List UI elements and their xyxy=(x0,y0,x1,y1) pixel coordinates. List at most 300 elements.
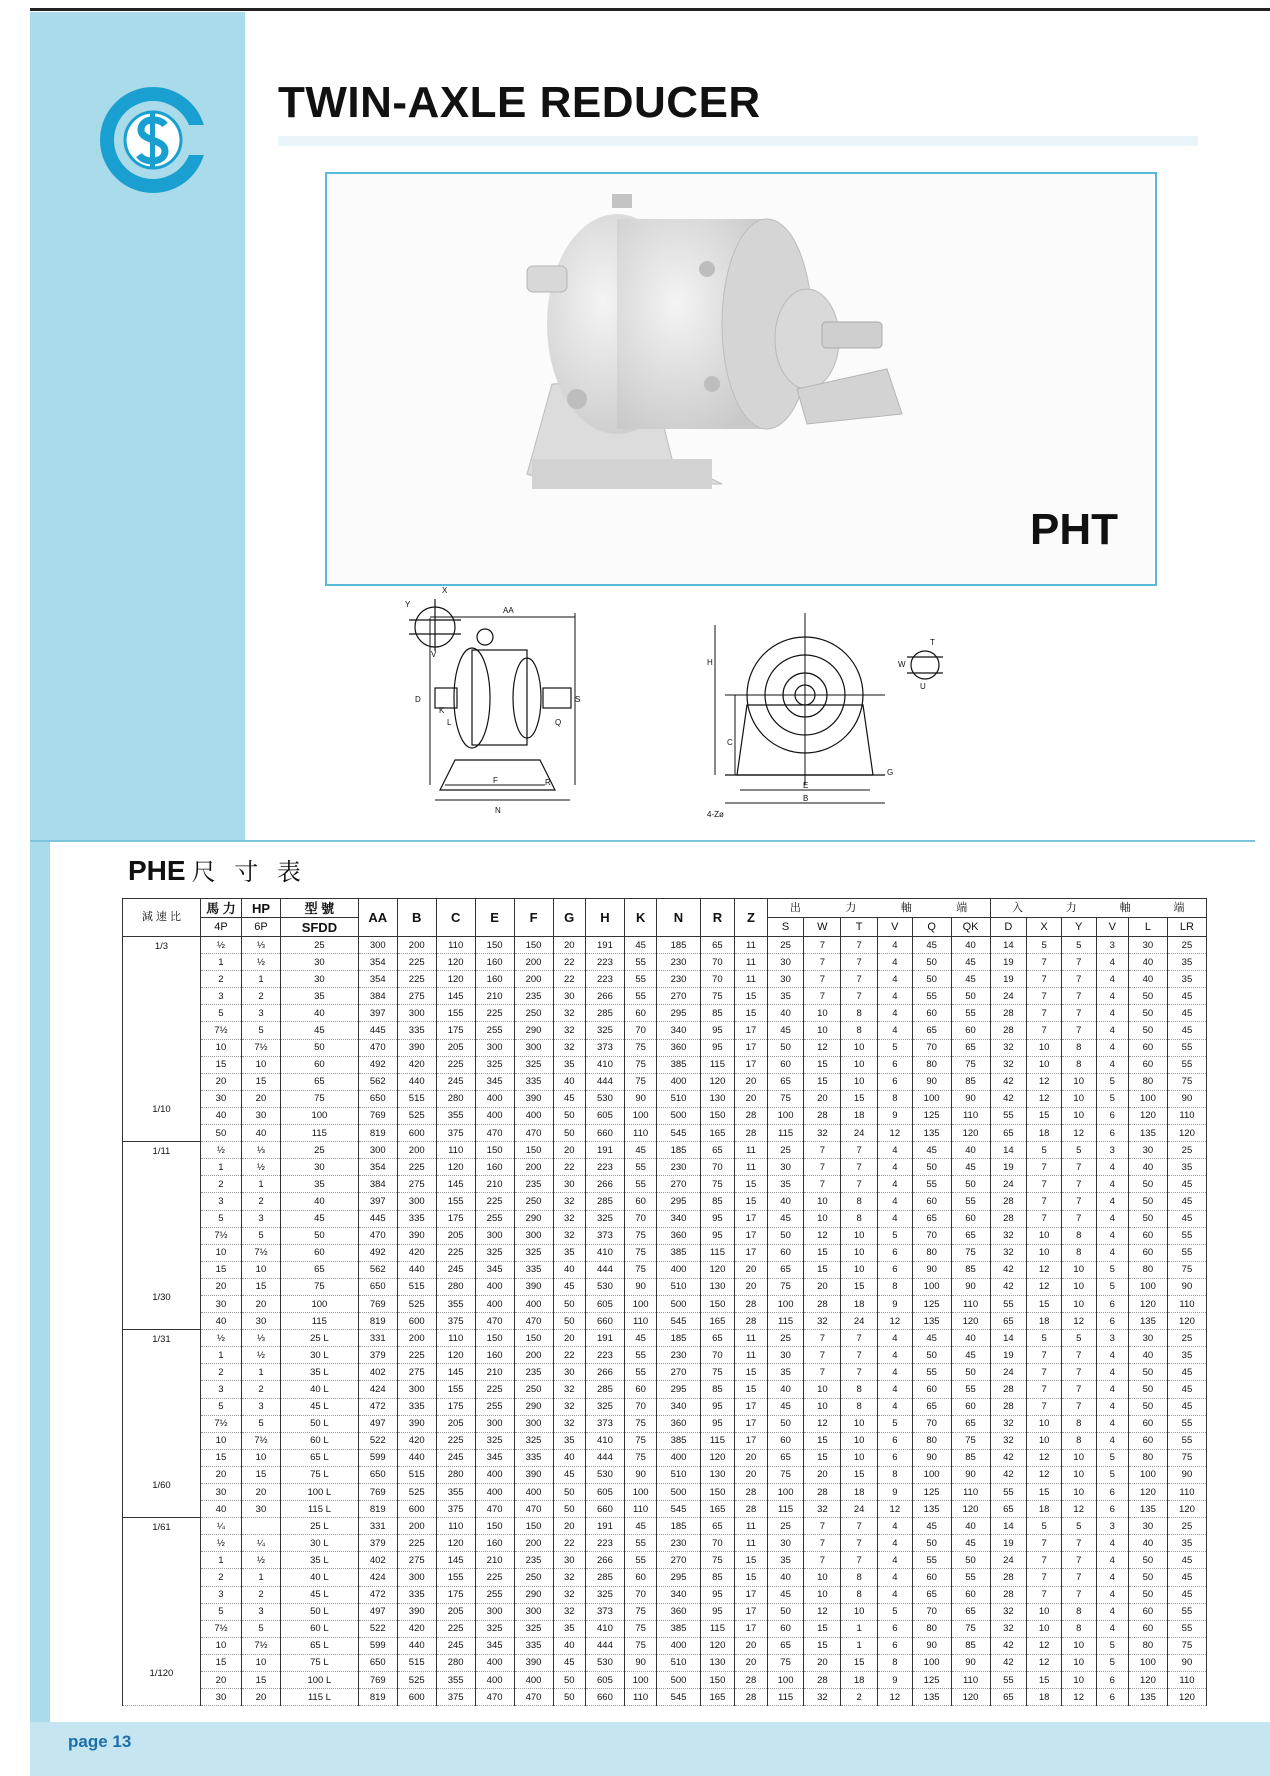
table-cell: 20 xyxy=(553,937,585,954)
table-cell: 255 xyxy=(475,1022,514,1039)
table-cell: 100 L xyxy=(280,1672,358,1689)
table-cell: 225 xyxy=(397,1159,436,1176)
table-row xyxy=(123,1484,1207,1501)
table-cell: 4 xyxy=(1096,1159,1128,1176)
table-cell: 15 xyxy=(1027,1107,1062,1124)
table-cell: 160 xyxy=(475,971,514,988)
table-cell: 7 xyxy=(1027,1005,1062,1022)
table-cell: 12 xyxy=(1027,1654,1062,1671)
table-cell: 225 xyxy=(436,1432,475,1449)
table-cell: 40 xyxy=(767,1569,804,1586)
table-cell: 5 xyxy=(1027,937,1062,954)
table-cell: 55 xyxy=(951,1005,990,1022)
table-cell: 35 xyxy=(767,1176,804,1193)
table-cell: 100 xyxy=(912,1466,951,1483)
table-cell: 15 xyxy=(804,1432,841,1449)
header-4p: 4P xyxy=(200,918,241,937)
table-cell: 55 xyxy=(624,1159,656,1176)
table-cell: 335 xyxy=(514,1637,553,1654)
table-cell: 650 xyxy=(358,1278,397,1295)
table-cell: 95 xyxy=(700,1022,735,1039)
table-cell: 6 xyxy=(878,1244,913,1261)
table-cell: 522 xyxy=(358,1620,397,1637)
table-cell: 7 xyxy=(841,1364,878,1381)
table-cell: 18 xyxy=(1027,1125,1062,1142)
table-cell: 45 xyxy=(624,1518,656,1535)
table-cell: 300 xyxy=(358,1142,397,1159)
table-cell: 110 xyxy=(951,1295,990,1312)
table-cell: 20 xyxy=(735,1466,767,1483)
table-cell: 331 xyxy=(358,1518,397,1535)
table-cell: 70 xyxy=(912,1227,951,1244)
table-cell: 191 xyxy=(585,1142,624,1159)
header-out-char-3: 軸 xyxy=(900,901,912,914)
label-b: B xyxy=(803,794,809,803)
table-cell: 30 xyxy=(767,971,804,988)
table-cell: 20 xyxy=(242,1090,281,1107)
table-cell: 255 xyxy=(475,1586,514,1603)
table-cell: 22 xyxy=(553,1535,585,1552)
table-cell: 10 xyxy=(1027,1056,1062,1073)
table-cell: 8 xyxy=(878,1090,913,1107)
table-cell: 24 xyxy=(841,1125,878,1142)
table-cell: 530 xyxy=(585,1654,624,1671)
table-cell: 60 xyxy=(1128,1432,1167,1449)
table-cell: 90 xyxy=(1167,1654,1206,1671)
header-n: N xyxy=(657,899,700,937)
table-cell: 530 xyxy=(585,1090,624,1107)
section-divider xyxy=(30,840,1255,842)
table-cell: 3 xyxy=(1096,1330,1128,1347)
table-cell: 50 xyxy=(1128,1005,1167,1022)
table-cell: 397 xyxy=(358,1005,397,1022)
table-cell: 230 xyxy=(657,1159,700,1176)
table-cell: 10 xyxy=(1027,1432,1062,1449)
table-cell: 4 xyxy=(1096,1381,1128,1398)
table-cell: 385 xyxy=(657,1620,700,1637)
table-cell: 60 xyxy=(624,1569,656,1586)
table-cell: 379 xyxy=(358,1347,397,1364)
table-cell: 45 xyxy=(1167,1586,1206,1603)
table-cell: 40 xyxy=(1128,1535,1167,1552)
table-cell: 75 L xyxy=(280,1654,358,1671)
table-cell: 130 xyxy=(700,1090,735,1107)
table-cell: 290 xyxy=(514,1022,553,1039)
table-cell: 5 xyxy=(878,1603,913,1620)
table-cell: 6 xyxy=(878,1056,913,1073)
table-cell: 60 xyxy=(624,1193,656,1210)
table-cell: 110 xyxy=(1167,1107,1206,1124)
table-cell: 191 xyxy=(585,1330,624,1347)
label-q: Q xyxy=(555,718,562,727)
table-cell: 470 xyxy=(475,1689,514,1706)
table-row xyxy=(123,1193,1207,1210)
table-cell: 300 xyxy=(397,1381,436,1398)
table-cell: 100 xyxy=(280,1107,358,1124)
table-body xyxy=(123,937,1207,1706)
table-cell: 400 xyxy=(657,1073,700,1090)
table-cell: 60 xyxy=(1128,1244,1167,1261)
table-row xyxy=(123,1415,1207,1432)
table-cell: 5 xyxy=(200,1210,241,1227)
cs-logo-icon xyxy=(95,85,215,195)
header-in-y: Y xyxy=(1061,918,1096,937)
table-cell: 2 xyxy=(841,1689,878,1706)
table-row xyxy=(123,1313,1207,1330)
table-cell: 20 xyxy=(804,1090,841,1107)
table-cell: 115 xyxy=(767,1125,804,1142)
table-cell: ½ xyxy=(242,954,281,971)
table-cell: 223 xyxy=(585,1347,624,1364)
table-cell: 492 xyxy=(358,1244,397,1261)
table-cell: 335 xyxy=(397,1398,436,1415)
table-cell: 819 xyxy=(358,1689,397,1706)
table-cell: 100 xyxy=(1128,1654,1167,1671)
table-row xyxy=(123,1056,1207,1073)
label-v-left: V xyxy=(431,650,437,659)
table-cell: 19 xyxy=(990,1535,1027,1552)
table-cell: 70 xyxy=(624,1398,656,1415)
table-cell: 270 xyxy=(657,1176,700,1193)
table-cell: 7 xyxy=(1027,1398,1062,1415)
table-cell: 42 xyxy=(990,1261,1027,1278)
table-cell: 225 xyxy=(475,1569,514,1586)
table-cell: 4 xyxy=(878,1330,913,1347)
table-cell: 285 xyxy=(585,1381,624,1398)
table-cell: ½ xyxy=(242,1552,281,1569)
table-cell: 7 xyxy=(1027,1193,1062,1210)
table-cell: 470 xyxy=(514,1313,553,1330)
table-cell: 210 xyxy=(475,1552,514,1569)
table-cell: 45 xyxy=(1167,1176,1206,1193)
table-cell: 300 xyxy=(514,1039,553,1056)
table-cell: 115 xyxy=(280,1313,358,1330)
table-cell: 7 xyxy=(1027,1552,1062,1569)
table-cell: 32 xyxy=(990,1227,1027,1244)
table-cell: 150 xyxy=(514,1142,553,1159)
table-cell: 85 xyxy=(951,1449,990,1466)
table-cell: 85 xyxy=(700,1569,735,1586)
table-cell: 15 xyxy=(200,1056,241,1073)
table-cell: 20 xyxy=(242,1295,281,1312)
table-cell: 4 xyxy=(1096,1227,1128,1244)
table-cell: 75 xyxy=(767,1654,804,1671)
table-cell: 55 xyxy=(1167,1056,1206,1073)
table-cell: 210 xyxy=(475,1176,514,1193)
table-cell: 7 xyxy=(1061,1193,1096,1210)
header-g: G xyxy=(553,899,585,937)
table-cell: 245 xyxy=(436,1637,475,1654)
table-cell: 7 xyxy=(804,971,841,988)
table-cell: 354 xyxy=(358,954,397,971)
label-aa: AA xyxy=(503,606,514,615)
table-cell: 145 xyxy=(436,1364,475,1381)
label-n: N xyxy=(495,806,501,815)
table-cell: 65 xyxy=(990,1501,1027,1518)
table-cell: 75 xyxy=(700,1176,735,1193)
table-cell: 4 xyxy=(878,1347,913,1364)
table-cell: 15 xyxy=(841,1654,878,1671)
table-cell: 7 xyxy=(841,937,878,954)
table-cell: 340 xyxy=(657,1586,700,1603)
table-cell: 7 xyxy=(1027,1535,1062,1552)
table-cell: 50 xyxy=(912,1347,951,1364)
table-cell: 11 xyxy=(735,1330,767,1347)
table-cell: 275 xyxy=(397,1364,436,1381)
table-cell: 120 xyxy=(1167,1689,1206,1706)
table-cell: 30 L xyxy=(280,1535,358,1552)
table-cell: 4 xyxy=(878,1552,913,1569)
table-cell: 7 xyxy=(804,1518,841,1535)
table-cell: 40 xyxy=(200,1107,241,1124)
table-cell: 145 xyxy=(436,1176,475,1193)
table-cell: 472 xyxy=(358,1586,397,1603)
table-cell: 10 xyxy=(841,1244,878,1261)
table-cell: 100 xyxy=(767,1295,804,1312)
table-cell: 135 xyxy=(1128,1125,1167,1142)
header-in-v: V xyxy=(1096,918,1128,937)
table-cell: 19 xyxy=(990,1347,1027,1364)
header-c: C xyxy=(436,899,475,937)
table-cell: 50 xyxy=(951,1552,990,1569)
table-cell: 510 xyxy=(657,1466,700,1483)
table-cell: 55 xyxy=(1167,1415,1206,1432)
table-cell: 5 xyxy=(1096,1637,1128,1654)
table-cell: 12 xyxy=(804,1603,841,1620)
table-cell: 12 xyxy=(878,1501,913,1518)
table-cell: 10 xyxy=(242,1654,281,1671)
table-cell: 410 xyxy=(585,1056,624,1073)
label-k: K xyxy=(439,706,445,715)
table-cell: 10 xyxy=(1027,1415,1062,1432)
table-cell: 40 xyxy=(280,1193,358,1210)
table-cell: 70 xyxy=(912,1039,951,1056)
table-cell: 45 xyxy=(767,1586,804,1603)
table-cell: 2 xyxy=(242,1586,281,1603)
table-cell: 100 xyxy=(624,1484,656,1501)
table-cell: 75 xyxy=(1167,1073,1206,1090)
table-cell: 15 xyxy=(841,1466,878,1483)
table-cell: 32 xyxy=(990,1056,1027,1073)
table-cell: 250 xyxy=(514,1381,553,1398)
table-cell: 110 xyxy=(1167,1295,1206,1312)
table-cell: 25 xyxy=(767,1142,804,1159)
table-cell: 85 xyxy=(951,1637,990,1654)
table-cell: 75 xyxy=(624,1073,656,1090)
table-cell: 145 xyxy=(436,1552,475,1569)
table-cell: 266 xyxy=(585,1552,624,1569)
label-z: 4-Zø xyxy=(707,810,724,819)
table-row xyxy=(123,1449,1207,1466)
table-cell: 7 xyxy=(804,1159,841,1176)
table-cell: 35 xyxy=(553,1620,585,1637)
page-number: page 13 xyxy=(68,1732,132,1751)
table-cell: 50 xyxy=(1128,1586,1167,1603)
header-power: 馬 力 xyxy=(200,899,241,918)
table-cell: 285 xyxy=(585,1005,624,1022)
table-cell: 20 xyxy=(735,1654,767,1671)
model-label: PHT xyxy=(1030,505,1118,554)
table-cell: 331 xyxy=(358,1330,397,1347)
table-cell: 20 xyxy=(200,1466,241,1483)
table-cell: 225 xyxy=(436,1244,475,1261)
table-cell: 9 xyxy=(878,1672,913,1689)
table-cell: 600 xyxy=(397,1313,436,1330)
table-cell: 110 xyxy=(436,1142,475,1159)
table-cell: 17 xyxy=(735,1432,767,1449)
table-cell: 500 xyxy=(657,1107,700,1124)
table-cell: 12 xyxy=(1061,1689,1096,1706)
table-cell: 15 xyxy=(841,1278,878,1295)
table-cell: 95 xyxy=(700,1415,735,1432)
table-cell: 35 xyxy=(553,1056,585,1073)
table-cell: 60 xyxy=(1128,1603,1167,1620)
table-cell: 7 xyxy=(841,971,878,988)
table-cell: 45 xyxy=(767,1398,804,1415)
table-cell: 20 xyxy=(553,1518,585,1535)
table-cell: 7 xyxy=(1061,1176,1096,1193)
table-cell: 7 xyxy=(841,1535,878,1552)
table-cell: 65 xyxy=(951,1415,990,1432)
table-cell: 4 xyxy=(1096,1432,1128,1449)
table-cell: 55 xyxy=(912,1552,951,1569)
table-cell: 7 xyxy=(804,954,841,971)
header-out-q: Q xyxy=(912,918,951,937)
table-cell: 424 xyxy=(358,1381,397,1398)
table-cell: 50 xyxy=(280,1227,358,1244)
table-cell: 4 xyxy=(878,1364,913,1381)
table-cell: 40 xyxy=(951,1518,990,1535)
table-cell: 335 xyxy=(514,1449,553,1466)
table-cell: 45 xyxy=(1167,1381,1206,1398)
table-cell: ¼ xyxy=(200,1518,241,1535)
header-in-d: D xyxy=(990,918,1027,937)
table-cell: 110 xyxy=(951,1107,990,1124)
table-cell: 90 xyxy=(1167,1466,1206,1483)
table-cell: 155 xyxy=(436,1569,475,1586)
table-cell: 45 xyxy=(1167,1022,1206,1039)
label-h: H xyxy=(707,658,713,667)
ratio-cell xyxy=(123,1330,201,1518)
table-cell: 8 xyxy=(841,1210,878,1227)
table-cell: 10 xyxy=(1061,1637,1096,1654)
header-model: 型 號 xyxy=(280,899,358,918)
table-cell: 325 xyxy=(585,1022,624,1039)
table-cell: 42 xyxy=(990,1654,1027,1671)
table-cell: 200 xyxy=(397,1330,436,1347)
table-cell: 2 xyxy=(242,1381,281,1398)
table-cell: 5 xyxy=(1096,1449,1128,1466)
table-cell: 4 xyxy=(1096,1176,1128,1193)
table-cell: 300 xyxy=(358,937,397,954)
table-cell: 7 xyxy=(1061,1381,1096,1398)
table-cell: 35 xyxy=(1167,1159,1206,1176)
table-cell: 25 xyxy=(767,1518,804,1535)
table-cell: 819 xyxy=(358,1501,397,1518)
table-cell: 12 xyxy=(1061,1313,1096,1330)
table-cell: 7 xyxy=(841,1552,878,1569)
table-cell: 300 xyxy=(514,1603,553,1620)
table-cell: 20 xyxy=(735,1449,767,1466)
table-cell: 10 xyxy=(1061,1073,1096,1090)
table-cell: 75 xyxy=(624,1620,656,1637)
table-cell: 60 xyxy=(912,1005,951,1022)
table-cell: 4 xyxy=(1096,1005,1128,1022)
table-cell: 3 xyxy=(1096,937,1128,954)
table-cell: 15 xyxy=(735,1552,767,1569)
table-cell: 3 xyxy=(1096,1518,1128,1535)
table-cell: 75 xyxy=(624,1227,656,1244)
table-cell: 50 xyxy=(1128,1364,1167,1381)
table-cell: 400 xyxy=(475,1295,514,1312)
table-cell: 500 xyxy=(657,1295,700,1312)
table-cell: 50 xyxy=(553,1295,585,1312)
table-cell: 130 xyxy=(700,1654,735,1671)
table-cell: 225 xyxy=(475,1193,514,1210)
table-cell: ⅓ xyxy=(242,937,281,954)
table-cell: 110 xyxy=(436,1518,475,1535)
table-cell: 1 xyxy=(841,1637,878,1654)
table-cell: 90 xyxy=(1167,1278,1206,1295)
table-cell: 65 xyxy=(990,1125,1027,1142)
table-cell: 515 xyxy=(397,1090,436,1107)
table-cell: 235 xyxy=(514,988,553,1005)
table-cell: 55 xyxy=(1167,1620,1206,1637)
table-cell: 160 xyxy=(475,1159,514,1176)
table-cell: 230 xyxy=(657,1535,700,1552)
table-cell: 30 xyxy=(242,1501,281,1518)
table-cell: 6 xyxy=(878,1620,913,1637)
table-cell: 75 xyxy=(1167,1261,1206,1278)
table-cell: 110 xyxy=(436,1330,475,1347)
table-cell: 50 xyxy=(200,1125,241,1142)
table-cell: 28 xyxy=(735,1295,767,1312)
table-cell: 7 xyxy=(804,988,841,1005)
label-g: G xyxy=(887,768,894,777)
table-cell: 12 xyxy=(1027,1090,1062,1107)
table-cell: 8 xyxy=(841,1398,878,1415)
table-cell: 300 xyxy=(475,1039,514,1056)
table-cell: 5 xyxy=(1096,1654,1128,1671)
header-out-s: S xyxy=(767,918,804,937)
header-in-x: X xyxy=(1027,918,1062,937)
table-cell: 375 xyxy=(436,1125,475,1142)
table-cell: 400 xyxy=(514,1484,553,1501)
table-cell: 4 xyxy=(1096,1244,1128,1261)
table-cell: 335 xyxy=(514,1261,553,1278)
table-cell: 470 xyxy=(358,1039,397,1056)
table-cell: 15 xyxy=(1027,1295,1062,1312)
table-cell: 30 xyxy=(767,1535,804,1552)
table-cell: 50 xyxy=(553,1501,585,1518)
table-cell: 225 xyxy=(436,1056,475,1073)
table-cell: 40 xyxy=(1128,1159,1167,1176)
table-cell: 235 xyxy=(514,1552,553,1569)
table-cell: 115 xyxy=(280,1125,358,1142)
table-row xyxy=(123,1125,1207,1142)
table-cell: 50 xyxy=(912,954,951,971)
table-cell: 45 xyxy=(912,1518,951,1535)
table-cell: 120 xyxy=(951,1125,990,1142)
table-cell: 340 xyxy=(657,1022,700,1039)
table-cell: 28 xyxy=(990,1005,1027,1022)
table-cell: 7 xyxy=(1027,1022,1062,1039)
table-cell: 75 xyxy=(767,1466,804,1483)
table-cell: 11 xyxy=(735,937,767,954)
table-cell: 115 L xyxy=(280,1689,358,1706)
table-cell: 7 xyxy=(1027,1381,1062,1398)
table-cell: 5 xyxy=(1096,1466,1128,1483)
